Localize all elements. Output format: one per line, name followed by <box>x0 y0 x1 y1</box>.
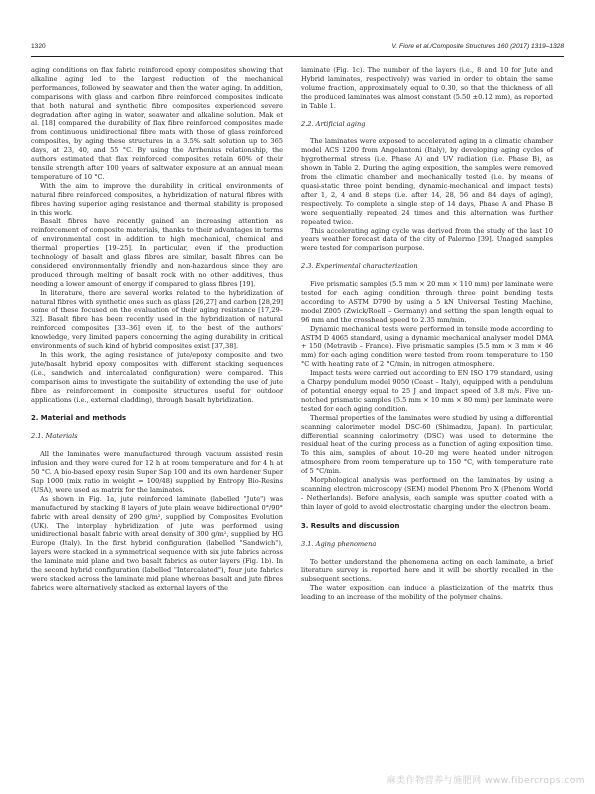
subsection-heading: 2.1. Materials <box>31 432 78 441</box>
paragraph: In literature, there are several works related to the hybridization of natural fibres with synthetic ones such as glass [26,27] and carbon [28,29] some of these focused on the evaluation of their aging resistance [17,29–32]. Basalt fibre has been recently used in the hybridization of natural reinforced composites [33–36] even if, to the best of the authors' knowledge, very limited papers concerning the aging durability in critical environments of such kind of hybrid composites exist [37,38]. <box>31 288 283 351</box>
paragraph: laminate (Fig. 1c). The number of the layers (i.e., 8 and 10 for Jute and Hybrid laminates, respectively) was varied in order to obtain the same volume fraction, approximately equal to 0.30, so that the thickness of all the produced laminates was almost constant (5.50 ±0.12 mm), as reported in Table 1. <box>301 66 553 110</box>
paragraph: Basalt fibres have recently gained an increasing attention as reinforcement of composite materials, thanks to their advantages in terms of environmental cost in addition to high mechanical, chemical and thermal properties [19–25]. In particular, even if the production technology of basalt and glass fibres are similar, basalt fibres can be considered environmentally friendly and non-hazardous since they are produced through melting of basalt rock with no other additives, thus needing a lower amount of energy if compared to glass fibres [19]. <box>31 217 283 288</box>
paragraph: With the aim to improve the durability in critical environments of natural fibre reinforced composites, a hybridization of natural fibres with fibres having superior aging resistance and thermal stability is proposed in this work. <box>31 181 283 217</box>
page-number: 1320 <box>31 43 46 50</box>
journal-citation: V. Fiore et al./Composite Structures 160 (2017) 1319–1328 <box>391 43 564 50</box>
paragraph: The water exposition can induce a plasticization of the matrix thus leading to an increase of the mobility of the polymer chains. <box>301 584 553 602</box>
subsection-heading: 3.1. Aging phenomena <box>301 539 377 548</box>
paragraph: To better understand the phenomena acting on each laminate, a brief literature survey is reported here and it will be shortly recalled in the subsequent sections. <box>301 557 553 584</box>
watermark: 麻类作物营养与施肥网 www.fibercrops.com <box>386 776 585 786</box>
header-rule <box>31 56 564 57</box>
subsection-heading: 2.3. Experimental characterization <box>301 262 418 271</box>
section-heading: 3. Results and discussion <box>301 521 400 530</box>
section-heading: 2. Material and methods <box>31 414 127 423</box>
paragraph: Impact tests were carried out according to EN ISO 179 standard, using a Charpy pendulum model 9050 (Ceast – Italy), equipped with a pendulum of potential energy equal to 25 J and impact speed of 3.8 m/s. Five un-notched prismatic samples (5.5 mm × 10 mm × 80 mm) per laminate were tested for each aging condition. <box>301 369 553 413</box>
left-column <box>31 66 283 593</box>
right-column <box>301 66 553 602</box>
paragraph: Morphological analysis was performed on the laminates by using a scanning electron microscopy (SEM) model Phenom Pro X (Phenom World - Netherlands). Before analysis, each sample was sputter coated with a thin layer of gold to avoid electrostatic charging under the electron beam. <box>301 476 553 511</box>
subsection-heading: 2.2. Artificial aging <box>301 119 366 128</box>
paragraph: This accelerating aging cycle was derived from the study of the last 10 years weather forecast data of the city of Palermo [39]. Unaged samples were tested for comparison purpose. <box>301 226 553 253</box>
paragraph: aging conditions on flax fabric reinforced epoxy composites showing that alkaline aging led to the largest reduction of the mechanical performances, followed by seawater and then the water aging. In addition, comparisons with glass and carbon fibre reinforced composites indicate that both natural and synthetic fibre composites experienced severe degradation after aging in water, seawater and alkaline solution. Mak et al. [18] compared the durability of flax fibre reinforced composites made from continuous unidirectional fibre mats with those of glass reinforced composites, by aging these structures in a 3.5% salt solution up to 365 days, at 23, 40, and 55 °C. By using the Arrhenius relationship, the authors estimated that flax reinforced composites retain 60% of their tensile strength after 100 years of saltwater exposure at an annual mean temperature of 10 °C. <box>31 66 283 181</box>
paragraph: Dynamic mechanical tests were performed in tensile mode according to ASTM D 4065 standard, using a dynamic mechanical analyser model DMA + 150 (Metravib – France). Five prismatic samples (5.5 mm × 3 mm × 46 mm) for each aging condition were tested from room temperature to 150 °C with heating rate of 2 °C/min, in nitrogen atmosphere. <box>301 324 553 369</box>
paragraph: The laminates were exposed to accelerated aging in a climatic chamber model ACS 1200 from Angelantoni (Italy), by developing aging cycles of hygrothermal stress (i.e. Phase A) and UV radiation (i.e. Phase B), as shown in Table 2. During the aging exposition, the samples were removed from the climatic chamber and mechanically tested (i.e. by means of quasi-static three point bending, dynamic-mechanical and impact tests) after 1, 2, 4 and 8 steps (i.e. after 14, 28, 56 and 84 days of aging), respectively. To complete a single step of 14 days, Phase A and Phase B were sequentially repeated 24 times and this alternation was further repeated twice. <box>301 137 553 226</box>
paragraph: As shown in Fig. 1a, jute reinforced laminate (labelled "Jute") was manufactured by stacking 8 layers of jute plain weave bidirectional 0°/90° fabric with areal density of 290 g/m², supplied by Composites Evolution (UK). The interplay hybridization of jute was performed using unidirectional basalt fabric with areal density of 300 g/m², supplied by HG Europe (Italy). In the first hybrid configuration (labelled "Sandwich"), layers were stacked in a symmetrical sequence with six jute fabrics across the laminate mid plane and two basalt fabrics as outer layers (Fig. 1b). In the second hybrid configuration (labelled "Intercalated"), four jute fabrics were stacked across the laminate mid plane whereas basalt and jute fibres fabrics were alternatively stacked as external layers of the <box>31 494 283 592</box>
paragraph: All the laminates were manufactured through vacuum assisted resin infusion and they were cured for 12 h at room temperature and for 4 h at 50 °C. A bio-based epoxy resin Super Sap 100 and its own hardener Super Sap 1000 (mix ratio in weight = 100/48) supplied by Entropy Bio-Resins (USA), were used as matrix for the laminates. <box>31 450 283 494</box>
paragraph: Thermal properties of the laminates were studied by using a differential scanning calorimeter model DSC-60 (Shimadzu, Japan). In particular, differential scanning calorimetry (DSC) was used to determine the residual heat of the curing process as a function of aging exposition time. To this aim, samples of about 10–20 mg were heated under nitrogen atmosphere from room temperature up to 150 °C, with temperature rate of 5 °C/min. <box>301 413 553 476</box>
paragraph: Five prismatic samples (5.5 mm × 20 mm × 110 mm) per laminate were tested for each aging condition through three point bending tests according to ASTM D790 by using a 5 kN Universal Testing Machine, model Z005 (Zwick/Roell – Germany) and setting the span length equal to 96 mm and the crosshead speed to 2.35 mm/min. <box>301 280 553 324</box>
running-header <box>31 43 564 55</box>
paragraph: In this work, the aging resistance of jute/epoxy composite and two jute/basalt hybrid epoxy composites with different stacking sequences (i.e., sandwich and intercalated configuration) were compared. This comparison aims to investigate the suitability of extending the use of jute fibre as reinforcement in composite structures useful for outdoor applications (i.e., external cladding), through basalt hybridization. <box>31 351 283 404</box>
